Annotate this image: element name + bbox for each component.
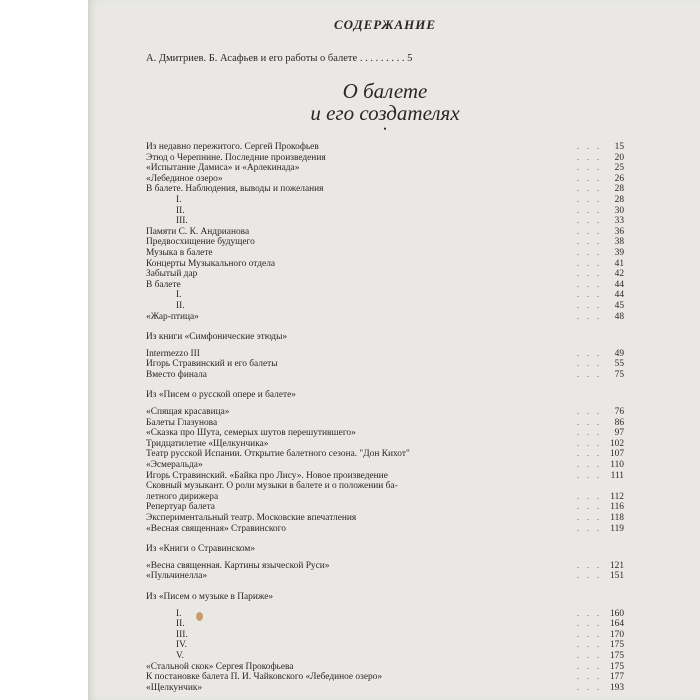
intro-entry-page: 5 — [407, 53, 413, 64]
toc-entry-page: 112 — [610, 491, 624, 502]
leader-dots: . . . — [577, 513, 602, 522]
toc-subheading — [146, 544, 624, 555]
toc-entry-page: 28 — [614, 184, 624, 195]
toc-entry-title: Тридцатилетие «Щелкунчика» — [146, 438, 269, 449]
toc-entry-title: Из «Книги о Стравинском» — [146, 544, 256, 555]
toc-subheading — [146, 592, 624, 603]
toc-entry — [146, 153, 624, 164]
toc-entry — [146, 418, 624, 429]
toc-entry — [146, 428, 624, 439]
leader-dots: . . . — [577, 279, 602, 289]
toc-entry-title: Из «Писем о русской опере и балете» — [146, 390, 296, 401]
toc-entry-page: 48 — [614, 311, 624, 322]
leader-dots: . . . — [577, 173, 602, 183]
toc-entry — [146, 312, 624, 323]
toc-entry-page: 76 — [614, 407, 624, 418]
leader-dots: . . . — [577, 640, 602, 650]
leader-dots: . . . — [577, 216, 602, 226]
leader-dots: . . . — [577, 460, 602, 470]
toc-entry-page: 49 — [614, 348, 624, 359]
toc-entry-page: 177 — [609, 672, 624, 683]
toc-entry — [146, 184, 624, 195]
toc-entry — [146, 449, 624, 460]
toc-entry — [146, 301, 624, 312]
intro-entry — [146, 52, 624, 66]
toc-entry-page: 41 — [614, 258, 624, 269]
leader-dots: . . . — [577, 359, 602, 369]
leader-dots: . . . — [577, 571, 602, 581]
leader-dots: . . . — [577, 407, 602, 417]
toc-entry-page: 111 — [610, 470, 624, 481]
toc-entry-title: «Стальной скок» Сергея Прокофьева — [146, 661, 294, 672]
toc-entry-page: 193 — [609, 682, 624, 693]
toc-entry — [146, 502, 624, 513]
toc-entry — [146, 619, 624, 630]
toc-entry — [146, 280, 624, 291]
toc-entry — [146, 248, 624, 259]
toc-entry-page: 33 — [614, 216, 624, 227]
toc-entry-title: I. — [176, 290, 182, 301]
toc-entry-title: V. — [176, 650, 184, 661]
toc-subheading — [146, 390, 624, 401]
leader-dots: . . . — [577, 491, 602, 501]
toc-entry-title: Концерты Музыкального отдела — [146, 258, 276, 269]
toc-entry-title: «Пульчинелла» — [146, 571, 208, 582]
section-bullet: • — [383, 124, 387, 134]
toc-entry — [146, 407, 624, 418]
toc-entry-page: 44 — [614, 290, 624, 301]
leader-dots: . . . — [577, 142, 602, 151]
leader-dots: . . . — [577, 438, 602, 448]
leader-dots: . . . — [577, 348, 602, 358]
toc-entry — [146, 630, 624, 641]
intro-entry-title: А. Дмитриев. Б. Асафьев и его работы о балете — [146, 53, 358, 64]
leader-dots: . . . . . . . . . — [359, 53, 405, 64]
toc-entry-page: 55 — [614, 359, 624, 370]
toc-entry-title: Intermezzo III — [146, 348, 200, 359]
leader-dots: . . . — [577, 417, 602, 427]
leader-dots: . . . — [577, 629, 602, 639]
leader-dots: . . . — [577, 502, 602, 512]
toc-entry-page: 175 — [609, 661, 624, 672]
toc-entry-page: 107 — [609, 449, 624, 460]
toc-entry-page: 39 — [614, 247, 624, 258]
toc-entry — [146, 142, 624, 153]
toc-entry-page: 175 — [609, 640, 624, 651]
toc-entry-title: «Сказка про Шута, семерых шутов перешутившего» — [146, 428, 356, 439]
toc-entry-page: 38 — [614, 237, 624, 248]
toc-entry-title: Репертуар балета — [146, 502, 215, 513]
toc-entry — [146, 370, 624, 381]
toc-entry — [146, 269, 624, 280]
toc-entry-page: 160 — [609, 608, 624, 619]
toc-entry — [146, 571, 624, 582]
toc-entry-title: Из «Писем о музыке в Париже» — [146, 591, 274, 602]
leader-dots: . . . — [577, 226, 602, 236]
toc-entry — [146, 460, 624, 471]
toc-entries — [146, 142, 624, 693]
toc-entry — [146, 651, 624, 662]
toc-entry-page: 102 — [609, 438, 624, 449]
section-title-line-1: О балете — [342, 79, 428, 103]
toc-entry — [146, 561, 624, 572]
toc-entry — [146, 195, 624, 206]
toc-entry-title: IV. — [176, 640, 188, 651]
toc-entry-page: 97 — [614, 428, 624, 439]
toc-entry-title: Вместо финала — [146, 369, 207, 380]
section-title — [146, 80, 624, 124]
leader-dots: . . . — [577, 619, 602, 629]
toc-entry-title: Этюд о Черепнине. Последние произведения — [146, 152, 326, 163]
leader-dots: . . . — [577, 184, 602, 194]
toc-entry — [146, 672, 624, 683]
toc-entry-page: 44 — [614, 279, 624, 290]
toc-entry — [146, 349, 624, 360]
toc-entry-title: «Жар-птица» — [146, 311, 199, 322]
toc-entry-page: 86 — [614, 417, 624, 428]
toc-entry-title: Игорь Стравинский. «Байка про Лису». Новое произведение — [146, 470, 388, 481]
leader-dots: . . . — [577, 237, 602, 247]
toc-entry-title: III. — [176, 629, 188, 640]
toc-entry-title: «Испытание Дамиса» и «Арлекинада» — [146, 163, 300, 174]
toc-entry-title: К постановке балета П. И. Чайковского «Лебединое озеро» — [146, 672, 383, 683]
toc-entry — [146, 227, 624, 238]
table-of-contents — [146, 16, 624, 693]
toc-entry-title: Забытый дар — [146, 269, 198, 280]
toc-entry-title: Из недавно пережитого. Сергей Прокофьев — [146, 142, 319, 152]
leader-dots: . . . — [577, 152, 602, 162]
toc-entry-title: III. — [176, 216, 188, 227]
leader-dots: . . . — [577, 194, 602, 204]
toc-entry-page: 26 — [614, 173, 624, 184]
toc-entry-title: II. — [176, 300, 185, 311]
leader-dots: . . . — [577, 672, 602, 682]
toc-subheading — [146, 332, 624, 343]
page-title: СОДЕРЖАНИЕ — [333, 17, 437, 32]
toc-entry-page: 15 — [614, 142, 624, 152]
toc-entry-title: «Щелкунчик» — [146, 682, 203, 693]
leader-dots: . . . — [577, 523, 602, 533]
toc-entry-page: 170 — [609, 629, 624, 640]
book-page — [88, 0, 700, 700]
leader-dots: . . . — [577, 650, 602, 660]
leader-dots: . . . — [577, 560, 602, 570]
toc-entry-title: В балете — [146, 279, 181, 290]
toc-entry — [146, 206, 624, 217]
toc-entry-page: 110 — [610, 460, 624, 471]
toc-entry — [146, 683, 624, 694]
toc-entry-title: Балеты Глазунова — [146, 417, 218, 428]
toc-entry-page: 118 — [610, 513, 624, 523]
toc-entry — [146, 174, 624, 185]
toc-entry-title: II. — [176, 619, 185, 630]
leader-dots: . . . — [577, 311, 602, 321]
toc-entry-page: 121 — [609, 560, 624, 571]
leader-dots: . . . — [577, 682, 602, 692]
toc-entry-title: «Лебединое озеро» — [146, 173, 223, 184]
toc-entry-title: Памяти С. К. Андрианова — [146, 226, 250, 237]
toc-entry — [146, 481, 624, 492]
leader-dots: . . . — [577, 247, 602, 257]
leader-dots: . . . — [577, 661, 602, 671]
toc-entry — [146, 290, 624, 301]
toc-entry-page: 30 — [614, 205, 624, 216]
toc-entry-title: II. — [176, 205, 185, 216]
toc-entry-page: 28 — [614, 194, 624, 205]
toc-entry-title: Музыка в балете — [146, 247, 213, 258]
toc-entry-page: 45 — [614, 300, 624, 311]
toc-entry — [146, 662, 624, 673]
toc-entry-page: 164 — [609, 619, 624, 630]
toc-entry-title: Из книги «Симфонические этюды» — [146, 332, 288, 343]
stain-mark — [196, 612, 203, 621]
toc-entry — [146, 237, 624, 248]
leader-dots: . . . — [577, 258, 602, 268]
toc-entry-title: Сковный музыкант. О роли музыки в балете и о положении ба- — [146, 481, 398, 492]
toc-entry-title: летного дирижера — [146, 491, 219, 502]
toc-entry-page: 175 — [609, 650, 624, 661]
toc-entry — [146, 609, 624, 620]
toc-entry-page: 116 — [610, 502, 624, 513]
toc-entry-page: 20 — [614, 152, 624, 163]
toc-entry-title: «Весна священная. Картины языческой Руси» — [146, 560, 330, 571]
toc-entry-title: Игорь Стравинский и его балеты — [146, 359, 278, 370]
section-title-line-2: и его создателях — [310, 101, 460, 125]
toc-entry-title: I. — [176, 194, 182, 205]
toc-entry — [146, 492, 624, 503]
leader-dots: . . . — [577, 290, 602, 300]
toc-entry — [146, 216, 624, 227]
leader-dots: . . . — [577, 300, 602, 310]
toc-entry-title: Экспериментальный театр. Московские впечатления — [146, 513, 357, 523]
toc-entry — [146, 640, 624, 651]
toc-entry — [146, 513, 624, 524]
leader-dots: . . . — [577, 205, 602, 215]
leader-dots: . . . — [577, 369, 602, 379]
toc-entry-title: «Эсмеральда» — [146, 460, 203, 471]
toc-entry-title: В балете. Наблюдения, выводы и пожелания — [146, 184, 324, 195]
toc-entry-title: I. — [176, 608, 182, 619]
leader-dots: . . . — [577, 269, 602, 279]
leader-dots: . . . — [577, 449, 602, 459]
toc-entry-page: 36 — [614, 226, 624, 237]
leader-dots: . . . — [577, 470, 602, 480]
toc-entry — [146, 359, 624, 370]
leader-dots: . . . — [577, 608, 602, 618]
toc-entry — [146, 259, 624, 270]
toc-entry-page: 42 — [614, 269, 624, 280]
toc-entry — [146, 471, 624, 482]
toc-entry-title: Предвосхищение будущего — [146, 237, 255, 248]
toc-entry-title: Театр русской Испании. Открытие балетного сезона. "Дон Кихот" — [146, 449, 410, 460]
toc-entry-page: 75 — [614, 369, 624, 380]
toc-entry — [146, 524, 624, 535]
leader-dots: . . . — [577, 428, 602, 438]
toc-entry-page: 151 — [609, 571, 624, 582]
toc-entry — [146, 163, 624, 174]
toc-entry-title: «Спящая красавица» — [146, 407, 230, 418]
toc-entry — [146, 439, 624, 450]
toc-entry-page: 25 — [614, 163, 624, 174]
leader-dots: . . . — [577, 163, 602, 173]
toc-entry-title: «Весная священная» Стравинского — [146, 523, 286, 534]
toc-entry-page: 119 — [610, 523, 624, 534]
